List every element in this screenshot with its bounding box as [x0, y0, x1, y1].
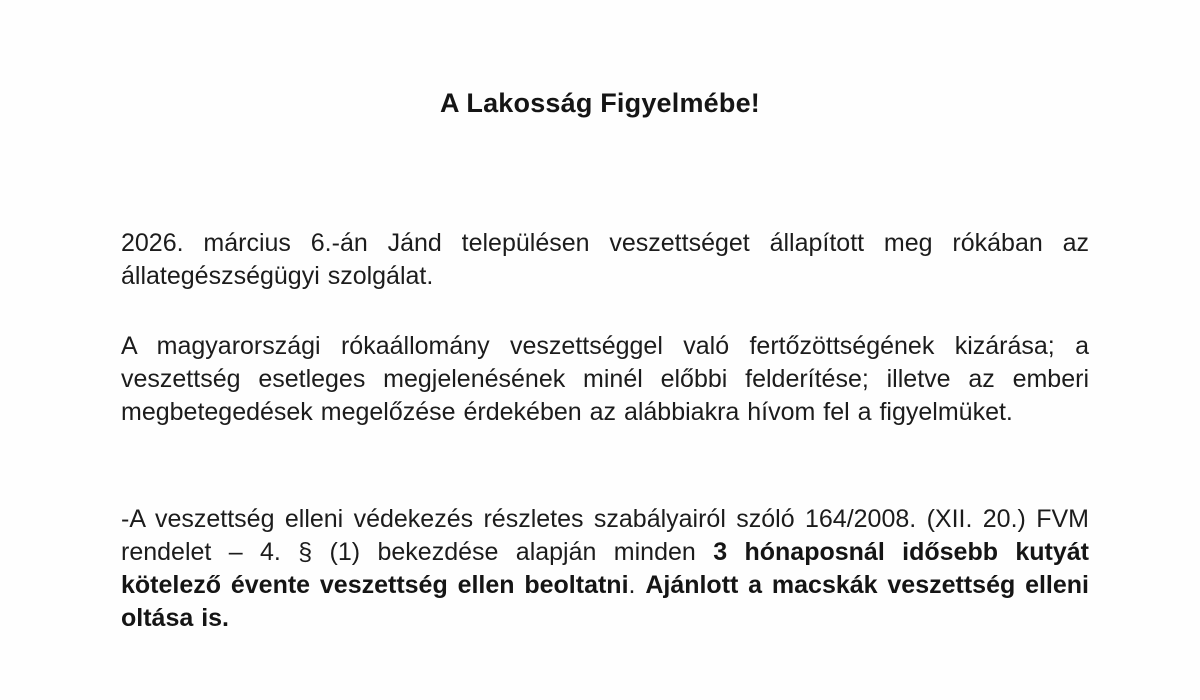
- document-title: A Lakosság Figyelmébe!: [439, 88, 760, 118]
- paragraph-purpose: A magyarországi rókaállomány veszettséggel való fertőzöttségének kizárása; a veszettség esetleges megjelenésének minél előbbi felderítése; illetve az emberi megbetegedések megelőzése érdekében az alábbiakra hívom fel a figyelmüket.: [121, 332, 1089, 426]
- mandatory-vaccination-text: 3 hónaposnál idősebb kutyát kötelező évente veszettség ellen beoltatni: [121, 538, 1089, 599]
- paragraph-regulation: [121, 503, 1089, 635]
- regulation-text: -A veszettség elleni védekezés részletes szabályairól szóló 164/2008. (XII. 20.) FVM rendelet – 4. § (1) bekezdése alapján minden: [121, 505, 1089, 566]
- paragraph-announcement: 2026. március 6.-án Jánd településen veszettséget állapított meg rókában az állategészségügyi szolgálat.: [121, 229, 1089, 290]
- sentence-separator: .: [628, 571, 646, 599]
- cat-vaccination-recommendation: Ajánlott a macskák veszettség elleni oltása is.: [121, 571, 1089, 632]
